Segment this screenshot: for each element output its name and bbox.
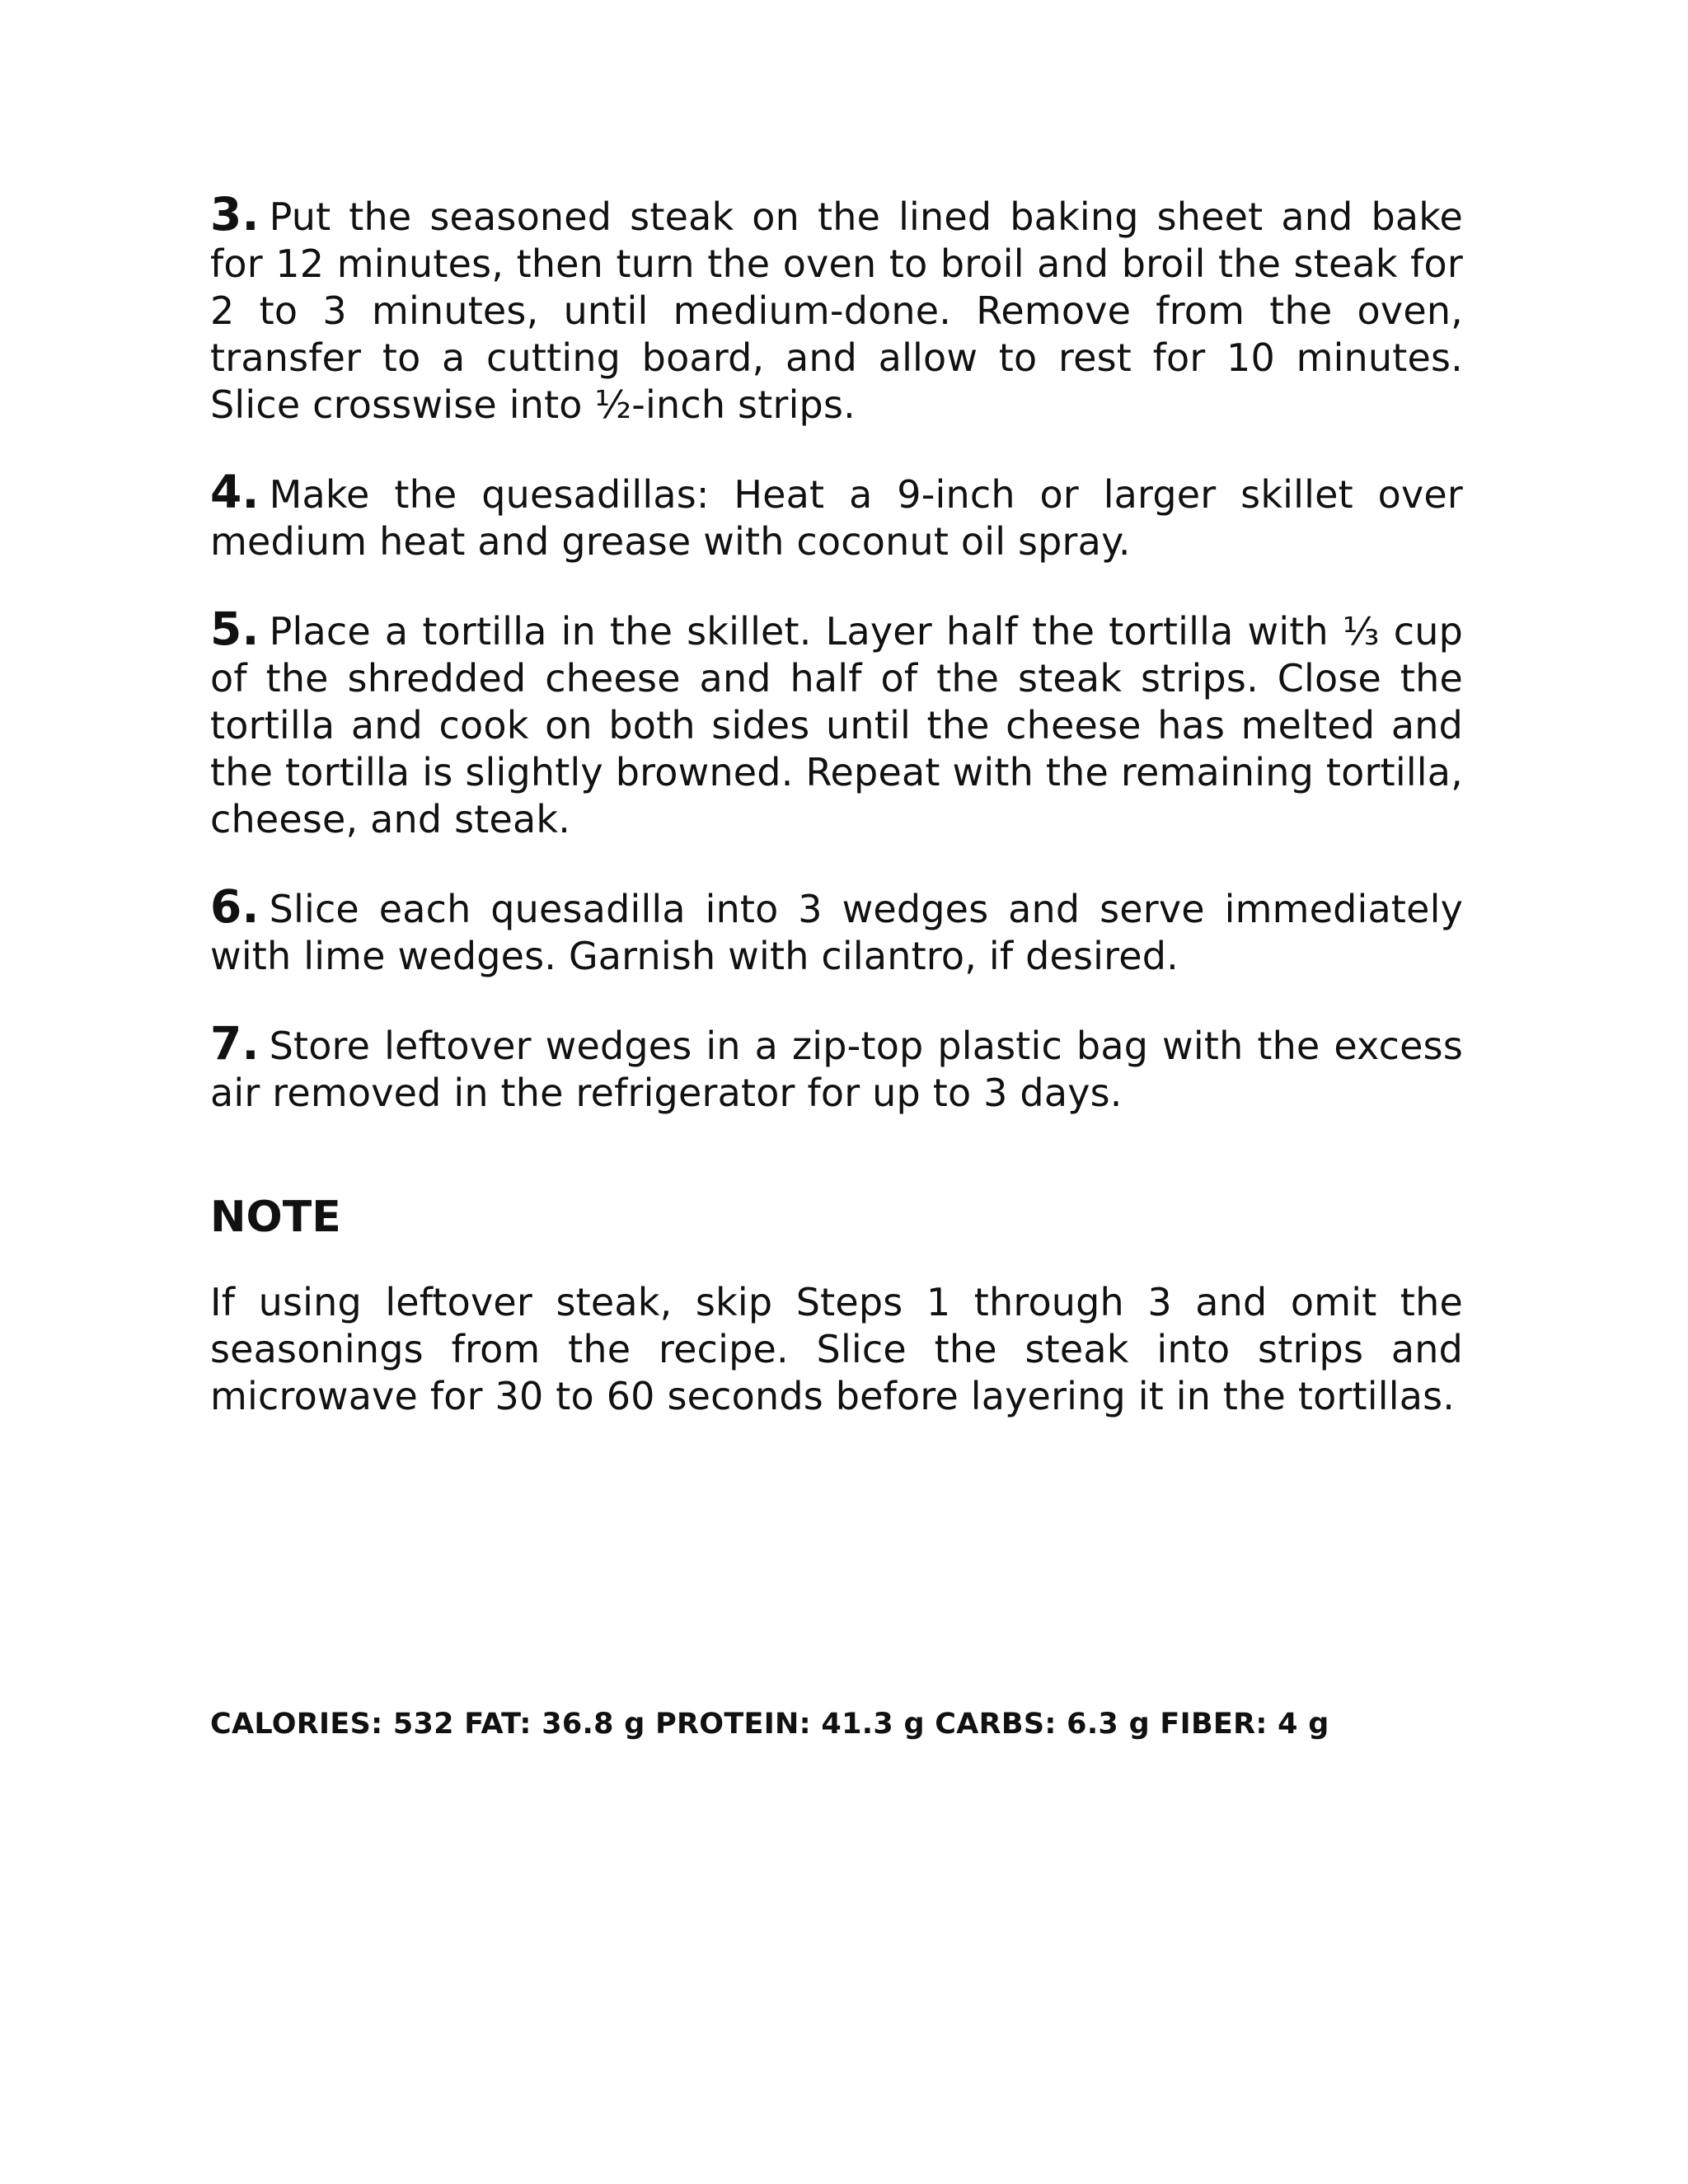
note-heading: NOTE bbox=[210, 1193, 341, 1242]
recipe-step-5 bbox=[210, 602, 1463, 843]
note-text: If using leftover steak, skip Steps 1 through 3 and omit the seasonings from the recipe. Slice the steak into strips and microwave for 30 to 60 seconds before layering it in the tortillas. bbox=[210, 1280, 1463, 1418]
recipe-step-3 bbox=[210, 188, 1463, 429]
recipe-step-7 bbox=[210, 1017, 1463, 1117]
recipe-step-6 bbox=[210, 880, 1463, 980]
step-number: 4. bbox=[210, 466, 260, 518]
step-number: 3. bbox=[210, 188, 260, 241]
step-text: Place a tortilla in the skillet. Layer half the tortilla with ⅓ cup of the shredded cheese and half of the steak strips. Close the tortilla and cook on both sides until the cheese has melted and the tortilla is slightly browned. Repeat with the remaining tortilla, cheese, and steak. bbox=[210, 609, 1463, 841]
nutrition-info: CALORIES: 532 FAT: 36.8 g PROTEIN: 41.3 g CARBS: 6.3 g FIBER: 4 g bbox=[210, 1708, 1329, 1741]
step-text: Put the seasoned steak on the lined baking sheet and bake for 12 minutes, then turn the oven to broil and broil the steak for 2 to 3 minutes, until medium-done. Remove from the oven, transfer to a cutting board, and allow to rest for 10 minutes. Slice crosswise into ½-inch strips. bbox=[210, 194, 1463, 427]
recipe-step-4 bbox=[210, 466, 1463, 565]
step-number: 6. bbox=[210, 880, 260, 933]
step-text: Store leftover wedges in a zip-top plastic bag with the excess air removed in the refrigerator for up to 3 days. bbox=[210, 1024, 1463, 1115]
step-number: 5. bbox=[210, 602, 260, 655]
step-text: Make the quesadillas: Heat a 9-inch or larger skillet over medium heat and grease with coconut oil spray. bbox=[210, 472, 1463, 564]
recipe-content bbox=[210, 188, 1463, 1420]
step-text: Slice each quesadilla into 3 wedges and serve immediately with lime wedges. Garnish with cilantro, if desired. bbox=[210, 887, 1463, 978]
step-number: 7. bbox=[210, 1017, 260, 1070]
